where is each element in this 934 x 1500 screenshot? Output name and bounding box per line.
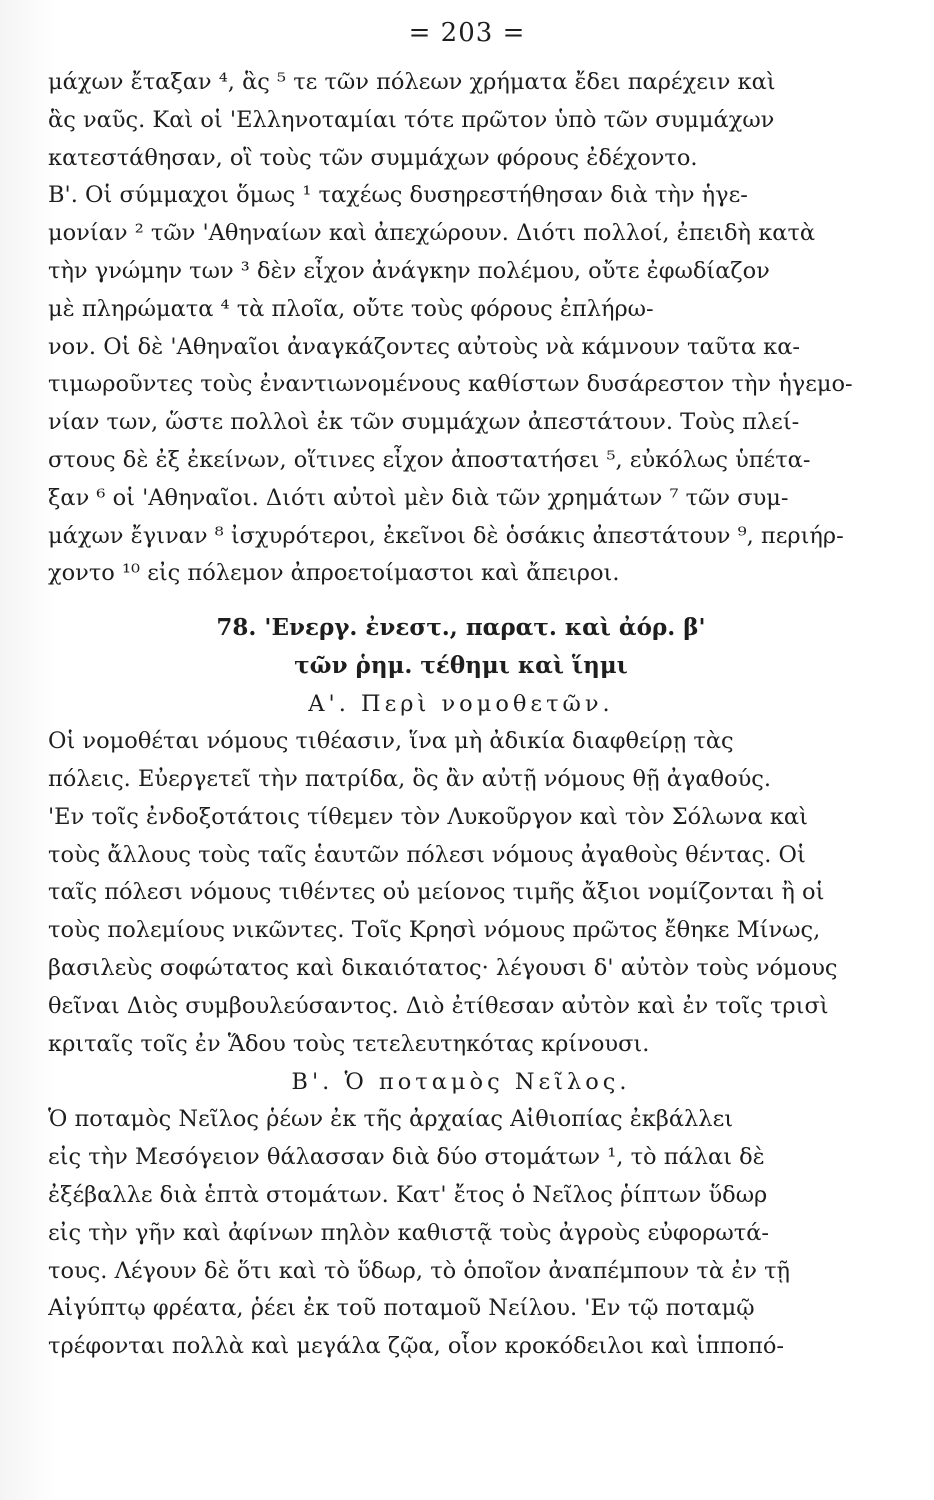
text-line: ταῖς πόλεσι νόμους τιθέντες οὐ μείονος τιμῆς ἄξιοι νομίζονται ἢ οἱ <box>48 879 825 906</box>
paragraph-4 <box>48 1101 874 1366</box>
subheading-a: Α'. Περὶ νομοθετῶν. <box>308 691 614 718</box>
text-line: 'Εν τοῖς ἐνδοξοτάτοις τίθεμεν τὸν Λυκοῦργον καὶ τὸν Σόλωνα καὶ <box>48 803 808 830</box>
text-line: πόλεις. Εὐεργετεῖ τὴν πατρίδα, ὃς ἂν αὐτῇ νόμους θῇ ἀγαθούς. <box>48 765 772 792</box>
section-title: 78. 'Ενεργ. ἐνεστ., παρατ. καὶ ἀόρ. β' <box>216 614 706 642</box>
text-line: νον. Οἱ δὲ 'Αθηναῖοι ἀναγκάζοντες αὐτοὺς νὰ κάμνουν ταῦτα κα- <box>48 333 801 360</box>
text-line: τους. Λέγουν δὲ ὅτι καὶ τὸ ὕδωρ, τὸ ὁποῖον ἀναπέμπουν τὰ ἐν τῇ <box>48 1257 791 1284</box>
text-line: μονίαν ² τῶν 'Αθηναίων καὶ ἀπεχώρουν. Διότι πολλοί, ἐπειδὴ κατὰ <box>48 220 816 247</box>
text-line: ξαν ⁶ οἱ 'Αθηναῖοι. Διότι αὐτοὶ μὲν διὰ τῶν χρημάτων ⁷ τῶν συμ- <box>48 484 789 511</box>
subheading-b: Β'. Ὁ ποταμὸς Νεῖλος. <box>291 1069 631 1096</box>
text-line: Ὁ ποταμὸς Νεῖλος ῥέων ἐκ τῆς ἀρχαίας Αἰθιοπίας ἐκβάλλει <box>48 1106 734 1133</box>
paragraph-3 <box>48 723 874 1063</box>
text-line: Β'. Οἱ σύμμαχοι ὅμως ¹ ταχέως δυσηρεστήθησαν διὰ τὴν ἡγε- <box>48 182 748 209</box>
text-body <box>48 64 874 1366</box>
text-line: Οἱ νομοθέται νόμους τιθέασιν, ἵνα μὴ ἀδικία διαφθείρῃ τὰς <box>48 728 734 755</box>
text-line: νίαν των, ὥστε πολλοὶ ἐκ τῶν συμμάχων ἀπεστάτουν. Τοὺς πλεί- <box>48 409 800 436</box>
text-line: χοντο ¹⁰ εἰς πόλεμον ἀπροετοίμαστοι καὶ ἄπειροι. <box>48 560 620 587</box>
text-line: εἰς τὴν γῆν καὶ ἀφίνων πηλὸν καθιστᾷ τοὺς ἀγροὺς εὐφορωτά- <box>48 1219 770 1246</box>
text-line: τὴν γνώμην των ³ δὲν εἶχον ἀνάγκην πολέμου, οὔτε ἐφωδίαζον <box>48 257 770 284</box>
page-number: = 203 = <box>408 18 526 48</box>
paragraph-2 <box>48 177 874 593</box>
paragraph-1 <box>48 64 874 177</box>
text-line: Αἰγύπτῳ φρέατα, ῥέει ἐκ τοῦ ποταμοῦ Νείλου. 'Εν τῷ ποταμῷ <box>48 1295 755 1322</box>
text-line: τοὺς ἄλλους τοὺς ταῖς ἑαυτῶν πόλεσι νόμους ἀγαθοὺς θέντας. Οἱ <box>48 841 806 868</box>
text-line: ἐξέβαλλε διὰ ἑπτὰ στομάτων. Κατ' ἔτος ὁ Νεῖλος ῥίπτων ὕδωρ <box>48 1181 768 1208</box>
section-heading <box>48 609 874 685</box>
text-line: ἃς ναῦς. Καὶ οἱ 'Ελληνοταμίαι τότε πρῶτον ὑπὸ τῶν συμμάχων <box>48 106 775 133</box>
text-line: βασιλεὺς σοφώτατος καὶ δικαιότατος· λέγουσι δ' αὐτὸν τοὺς νόμους <box>48 954 838 981</box>
text-line: μάχων ἔγιναν ⁸ ἰσχυρότεροι, ἐκεῖνοι δὲ ὁσάκις ἀπεστάτουν ⁹, περιήρ- <box>48 522 844 549</box>
text-line: τρέφονται πολλὰ καὶ μεγάλα ζῷα, οἷον κροκόδειλοι καὶ ἱπποπό- <box>48 1333 785 1360</box>
section-subtitle: τῶν ῥημ. τέθημι καὶ ἵημι <box>294 652 628 680</box>
text-line: στους δὲ ἐξ ἐκείνων, οἵτινες εἶχον ἀποστατήσει ⁵, εὐκόλως ὑπέτα- <box>48 446 811 473</box>
text-line: μάχων ἔταξαν ⁴, ἃς ⁵ τε τῶν πόλεων χρήματα ἔδει παρέχειν καὶ <box>48 69 776 95</box>
spacer <box>48 593 874 609</box>
text-line: εἰς τὴν Μεσόγειον θάλασσαν διὰ δύο στομάτων ¹, τὸ πάλαι δὲ <box>48 1144 765 1171</box>
text-line: τοὺς πολεμίους νικῶντες. Τοῖς Κρησὶ νόμους πρῶτος ἔθηκε Μίνως, <box>48 917 821 944</box>
text-line: μὲ πληρώματα ⁴ τὰ πλοῖα, οὔτε τοὺς φόρους ἐπλήρω- <box>48 295 654 322</box>
text-line: θεῖναι Διὸς συμβουλεύσαντος. Διὸ ἐτίθεσαν αὐτὸν καὶ ἐν τοῖς τρισὶ <box>48 992 829 1019</box>
text-line: τιμωροῦντες τοὺς ἐναντιωνομένους καθίστων δυσάρεστον τὴν ἡγεμο- <box>48 371 853 398</box>
text-line: κατεστάθησαν, οἳ τοὺς τῶν συμμάχων φόρους ἐδέχοντο. <box>48 144 698 171</box>
text-line: κριταῖς τοῖς ἐν Ἅδου τοὺς τετελευτηκότας κρίνουσι. <box>48 1030 650 1057</box>
